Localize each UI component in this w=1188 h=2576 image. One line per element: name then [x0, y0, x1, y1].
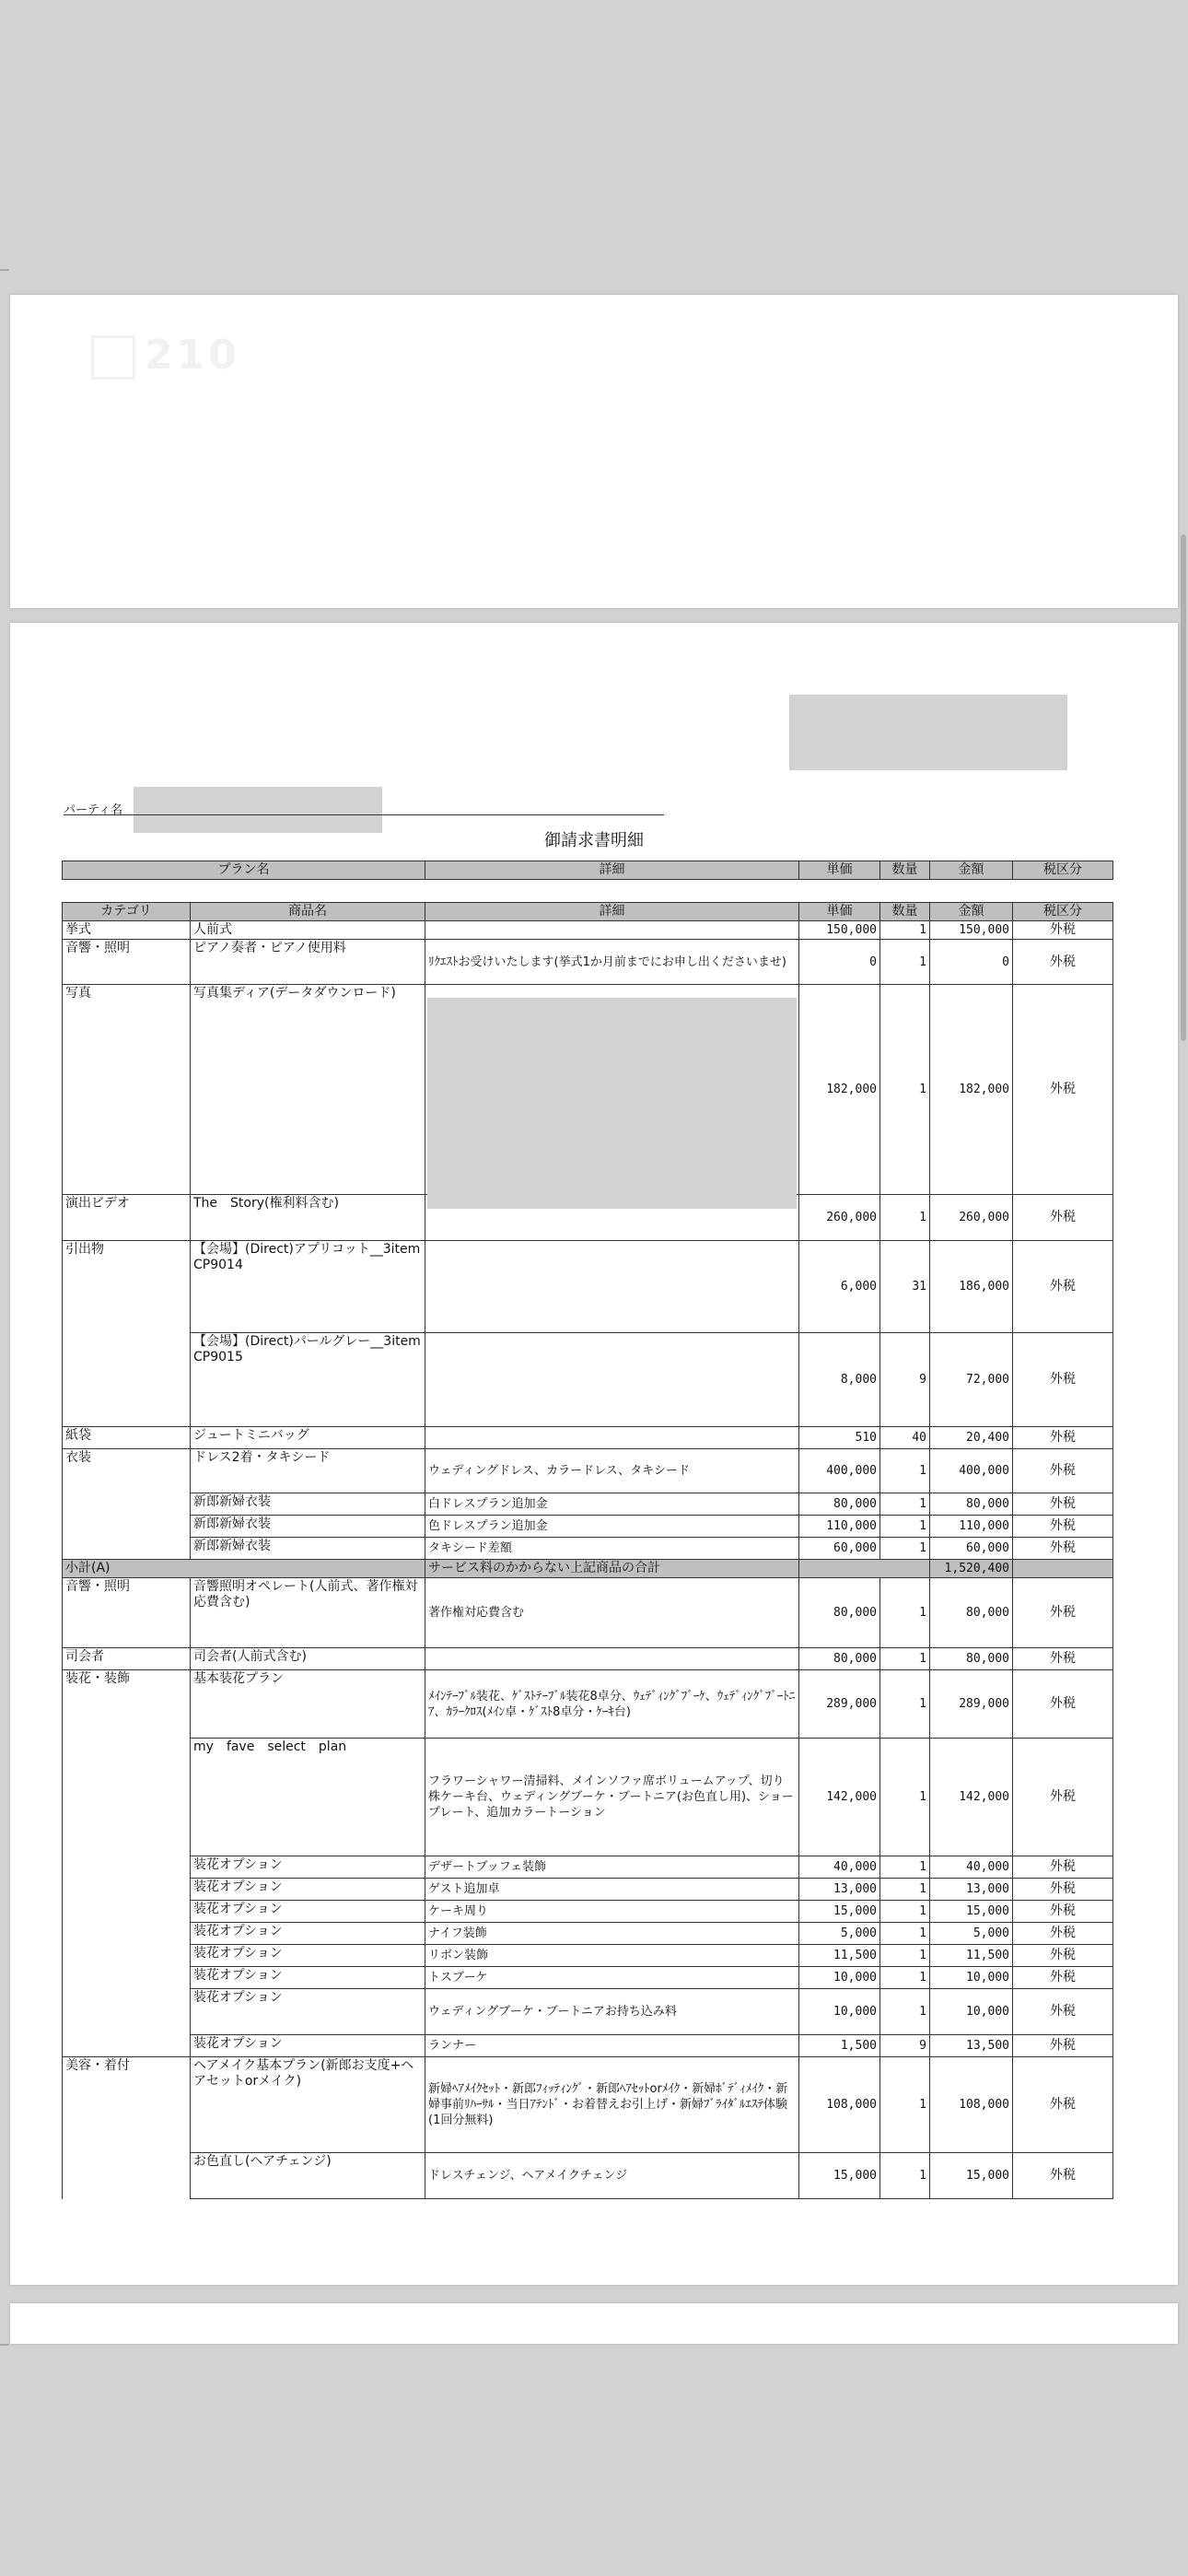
item-name-cell: 基本装花プラン	[191, 1670, 425, 1739]
unit-price-cell: 15,000	[799, 2153, 880, 2199]
detail-cell	[425, 1648, 799, 1670]
amount-cell: 150,000	[930, 921, 1013, 940]
item-name-cell: 新郎新婦衣装	[191, 1493, 425, 1516]
item-name-cell: 人前式	[191, 921, 425, 940]
quantity-cell: 1	[880, 2057, 930, 2153]
redacted-image	[427, 998, 797, 1209]
table-row	[63, 1427, 1113, 1449]
tax-type-cell: 外税	[1013, 2153, 1113, 2199]
detail-cell: ドレスチェンジ、ヘアメイクチェンジ	[425, 2153, 799, 2199]
amount-cell: 15,000	[930, 2153, 1013, 2199]
tax-type-cell: 外税	[1013, 2057, 1113, 2153]
logo	[91, 332, 240, 380]
amount-cell: 260,000	[930, 1195, 1013, 1241]
table-row	[63, 1879, 1113, 1901]
col-header: 金額	[930, 861, 1013, 880]
category-cell: 音響・照明	[63, 940, 191, 985]
tax-type-cell: 外税	[1013, 1333, 1113, 1427]
category-cell	[63, 2035, 191, 2057]
detail-cell: 新婦ﾍｱﾒｲｸｾｯﾄ・新郎ﾌｨｯﾃｨﾝｸﾞ・新郎ﾍｱｾｯﾄorﾒｲｸ・新婦ﾎﾞﾃﾞｨﾒｲｸ・新婦事前ﾘﾊｰｻﾙ・当日ｱﾃﾝﾄﾞ・お着替えお引上げ・新婦ﾌﾞﾗｲﾀﾞﾙｴｽﾃ体験(1回分無料)	[425, 2057, 799, 2153]
table-row	[63, 1670, 1113, 1739]
category-cell	[63, 1901, 191, 1923]
table-row	[63, 1945, 1113, 1967]
tax-type-cell: 外税	[1013, 1989, 1113, 2035]
detail-cell: ウェディングドレス、カラードレス、タキシード	[425, 1449, 799, 1493]
detail-cell: トスブーケ	[425, 1967, 799, 1989]
tax-type-cell: 外税	[1013, 2035, 1113, 2057]
item-name-cell: my fave select plan	[191, 1739, 425, 1856]
viewer-background	[0, 0, 1188, 269]
amount-cell: 60,000	[930, 1538, 1013, 1560]
item-name-cell: 新郎新婦衣装	[191, 1516, 425, 1538]
quantity-cell: 31	[880, 1241, 930, 1333]
quantity-cell: 9	[880, 2035, 930, 2057]
tax-type-cell: 外税	[1013, 1901, 1113, 1923]
quantity-cell: 1	[880, 1989, 930, 2035]
amount-cell: 10,000	[930, 1989, 1013, 2035]
amount-cell: 80,000	[930, 1578, 1013, 1648]
col-header: 数量	[880, 861, 930, 880]
category-cell	[63, 1739, 191, 1856]
category-cell	[63, 1945, 191, 1967]
col-header: 税区分	[1013, 903, 1113, 921]
quantity-cell: 1	[880, 1856, 930, 1879]
table-row	[63, 2057, 1113, 2153]
table-row	[63, 921, 1113, 940]
detail-cell: ﾘｸｴｽﾄお受けいたします(挙式1か月前までにお申し出くださいませ)	[425, 940, 799, 985]
quantity-cell: 1	[880, 921, 930, 940]
unit-price-cell: 10,000	[799, 1967, 880, 1989]
category-cell	[63, 1856, 191, 1879]
quantity-cell: 1	[880, 1538, 930, 1560]
tax-type-cell: 外税	[1013, 1670, 1113, 1739]
item-name-cell: 装花オプション	[191, 1879, 425, 1901]
subtotal-blank	[799, 1560, 930, 1578]
viewer-edge	[0, 269, 9, 271]
unit-price-cell: 150,000	[799, 921, 880, 940]
quantity-cell: 1	[880, 1516, 930, 1538]
party-name-underline	[64, 814, 664, 815]
tax-type-cell: 外税	[1013, 1195, 1113, 1241]
detail-cell: 著作権対応費含む	[425, 1578, 799, 1648]
detail-cell: タキシード差額	[425, 1538, 799, 1560]
item-name-cell: お色直し(ヘアチェンジ)	[191, 2153, 425, 2199]
detail-cell: ケーキ周り	[425, 1901, 799, 1923]
item-name-cell: 装花オプション	[191, 2035, 425, 2057]
unit-price-cell: 142,000	[799, 1739, 880, 1856]
col-header: 数量	[880, 903, 930, 921]
tax-type-cell: 外税	[1013, 1967, 1113, 1989]
quantity-cell: 1	[880, 1578, 930, 1648]
category-cell: 美容・着付	[63, 2057, 191, 2153]
detail-cell	[425, 921, 799, 940]
quantity-cell: 1	[880, 1923, 930, 1945]
amount-cell: 20,400	[930, 1427, 1013, 1449]
table-row	[63, 1516, 1113, 1538]
tax-type-cell: 外税	[1013, 1923, 1113, 1945]
detail-cell: デザートブッフェ装飾	[425, 1856, 799, 1879]
amount-cell: 15,000	[930, 1901, 1013, 1923]
table-row	[63, 1241, 1113, 1333]
amount-cell: 13,500	[930, 2035, 1013, 2057]
detail-cell: ランナー	[425, 2035, 799, 2057]
category-cell: 引出物	[63, 1241, 191, 1333]
page-1	[10, 295, 1178, 608]
category-cell	[63, 1879, 191, 1901]
tax-type-cell: 外税	[1013, 1493, 1113, 1516]
quantity-cell: 1	[880, 1493, 930, 1516]
amount-cell: 80,000	[930, 1493, 1013, 1516]
col-header: 商品名	[191, 903, 425, 921]
unit-price-cell: 510	[799, 1427, 880, 1449]
quantity-cell: 1	[880, 940, 930, 985]
table-row	[63, 1648, 1113, 1670]
tax-type-cell: 外税	[1013, 1856, 1113, 1879]
category-cell: 衣装	[63, 1449, 191, 1493]
unit-price-cell: 182,000	[799, 985, 880, 1195]
viewer-edge	[0, 2344, 9, 2346]
tax-type-cell: 外税	[1013, 1648, 1113, 1670]
unit-price-cell: 11,500	[799, 1945, 880, 1967]
page-3	[10, 2303, 1178, 2344]
detail-table-header	[63, 903, 1113, 921]
unit-price-cell: 6,000	[799, 1241, 880, 1333]
quantity-cell: 1	[880, 1879, 930, 1901]
table-row	[63, 1989, 1113, 2035]
table-row	[63, 1923, 1113, 1945]
item-name-cell: 装花オプション	[191, 1856, 425, 1879]
tax-type-cell: 外税	[1013, 1879, 1113, 1901]
col-header: プラン名	[63, 861, 425, 880]
category-cell	[63, 1538, 191, 1560]
tax-type-cell: 外税	[1013, 1538, 1113, 1560]
detail-cell	[425, 1427, 799, 1449]
item-name-cell: 【会場】(Direct)パールグレー__3item CP9015	[191, 1333, 425, 1427]
category-cell	[63, 2153, 191, 2199]
quantity-cell: 1	[880, 1967, 930, 1989]
table-row	[63, 1856, 1113, 1879]
unit-price-cell: 80,000	[799, 1493, 880, 1516]
plan-table-header	[63, 861, 1113, 880]
table-row	[63, 2153, 1113, 2199]
quantity-cell: 1	[880, 1195, 930, 1241]
plan-table	[62, 861, 1113, 880]
category-cell	[63, 1333, 191, 1427]
unit-price-cell: 13,000	[799, 1879, 880, 1901]
table-row	[63, 1578, 1113, 1648]
amount-cell: 108,000	[930, 2057, 1013, 2153]
logo-text: 210	[145, 332, 240, 379]
category-cell	[63, 1989, 191, 2035]
detail-cell: ﾒｲﾝﾃｰﾌﾞﾙ装花、ｹﾞｽﾄﾃｰﾌﾞﾙ装花8卓分、ｳｪﾃﾞｨﾝｸﾞﾌﾞｰｹ、ｳｪﾃﾞｨﾝｸﾞﾌﾞｰﾄﾆｱ、ｶﾗｰｸﾛｽ(ﾒｲﾝ卓・ｹﾞｽﾄ8卓分・ｹｰｷ台)	[425, 1670, 799, 1739]
category-cell	[63, 1516, 191, 1538]
unit-price-cell: 400,000	[799, 1449, 880, 1493]
detail-cell	[425, 1241, 799, 1333]
subtotal-label: 小計(A)	[63, 1560, 425, 1578]
subtotal-detail: サービス料のかからない上記商品の合計	[425, 1560, 799, 1578]
quantity-cell: 1	[880, 985, 930, 1195]
table-row	[63, 985, 1113, 1195]
quantity-cell: 1	[880, 1901, 930, 1923]
unit-price-cell: 10,000	[799, 1989, 880, 2035]
table-row	[63, 1901, 1113, 1923]
tax-type-cell: 外税	[1013, 1516, 1113, 1538]
item-name-cell: 装花オプション	[191, 1967, 425, 1989]
item-name-cell: ヘアメイク基本プラン(新郎お支度+ヘアセットorメイク)	[191, 2057, 425, 2153]
col-header: 単価	[799, 903, 880, 921]
item-name-cell: 新郎新婦衣装	[191, 1538, 425, 1560]
item-name-cell: ドレス2着・タキシード	[191, 1449, 425, 1493]
amount-cell: 182,000	[930, 985, 1013, 1195]
amount-cell: 0	[930, 940, 1013, 985]
amount-cell: 72,000	[930, 1333, 1013, 1427]
item-name-cell: 【会場】(Direct)アプリコット__3item CP9014	[191, 1241, 425, 1333]
col-header: 詳細	[425, 861, 799, 880]
tax-type-cell: 外税	[1013, 1241, 1113, 1333]
category-cell: 司会者	[63, 1648, 191, 1670]
item-name-cell: ピアノ奏者・ピアノ使用料	[191, 940, 425, 985]
unit-price-cell: 1,500	[799, 2035, 880, 2057]
subtotal-amount: 1,520,400	[930, 1560, 1013, 1578]
table-row	[63, 1493, 1113, 1516]
category-cell	[63, 1967, 191, 1989]
detail-table	[62, 902, 1113, 2199]
quantity-cell: 1	[880, 1739, 930, 1856]
unit-price-cell: 60,000	[799, 1538, 880, 1560]
category-cell	[63, 1493, 191, 1516]
unit-price-cell: 0	[799, 940, 880, 985]
tax-type-cell: 外税	[1013, 921, 1113, 940]
category-cell: 挙式	[63, 921, 191, 940]
item-name-cell: 装花オプション	[191, 1923, 425, 1945]
quantity-cell: 9	[880, 1333, 930, 1427]
unit-price-cell: 108,000	[799, 2057, 880, 2153]
tax-type-cell: 外税	[1013, 985, 1113, 1195]
item-name-cell: 音響照明オペレート(人前式、著作権対応費含む)	[191, 1578, 425, 1648]
tax-type-cell: 外税	[1013, 1739, 1113, 1856]
detail-cell: ウェディングブーケ・ブートニアお持ち込み料	[425, 1989, 799, 2035]
unit-price-cell: 289,000	[799, 1670, 880, 1739]
category-cell: 紙袋	[63, 1427, 191, 1449]
category-cell: 装花・装飾	[63, 1670, 191, 1739]
item-name-cell: 装花オプション	[191, 1901, 425, 1923]
amount-cell: 110,000	[930, 1516, 1013, 1538]
unit-price-cell: 80,000	[799, 1578, 880, 1648]
table-row	[63, 1739, 1113, 1856]
item-name-cell: 写真集ディア(データダウンロード)	[191, 985, 425, 1195]
col-header: 詳細	[425, 903, 799, 921]
col-header: 単価	[799, 861, 880, 880]
unit-price-cell: 40,000	[799, 1856, 880, 1879]
subtotal-blank	[1013, 1560, 1113, 1578]
table-row	[63, 1449, 1113, 1493]
table-row	[63, 940, 1113, 985]
unit-price-cell: 5,000	[799, 1923, 880, 1945]
category-cell: 音響・照明	[63, 1578, 191, 1648]
quantity-cell: 1	[880, 1648, 930, 1670]
scrollbar-thumb[interactable]	[1181, 534, 1186, 1041]
table-row	[63, 1967, 1113, 1989]
amount-cell: 186,000	[930, 1241, 1013, 1333]
amount-cell: 11,500	[930, 1945, 1013, 1967]
category-cell: 演出ビデオ	[63, 1195, 191, 1241]
detail-cell: フラワーシャワー清掃料、メインソファ席ボリュームアップ、切り株ケーキ台、ウェディングブーケ・ブートニア(お色直し用)、ショープレート、追加カラートーション	[425, 1739, 799, 1856]
amount-cell: 400,000	[930, 1449, 1013, 1493]
table-row	[63, 2035, 1113, 2057]
item-name-cell: 装花オプション	[191, 1945, 425, 1967]
detail-cell: ナイフ装飾	[425, 1923, 799, 1945]
amount-cell: 142,000	[930, 1739, 1013, 1856]
detail-cell: リボン装飾	[425, 1945, 799, 1967]
amount-cell: 289,000	[930, 1670, 1013, 1739]
category-cell	[63, 1923, 191, 1945]
detail-cell: 色ドレスプラン追加金	[425, 1516, 799, 1538]
item-name-cell: The Story(権利料含む)	[191, 1195, 425, 1241]
amount-cell: 40,000	[930, 1856, 1013, 1879]
party-name-label: パーティ名	[64, 803, 122, 817]
amount-cell: 10,000	[930, 1967, 1013, 1989]
unit-price-cell: 8,000	[799, 1333, 880, 1427]
tax-type-cell: 外税	[1013, 1427, 1113, 1449]
tax-type-cell: 外税	[1013, 1449, 1113, 1493]
logo-mark-icon	[91, 335, 135, 380]
tax-type-cell: 外税	[1013, 940, 1113, 985]
col-header: 金額	[930, 903, 1013, 921]
page-2	[10, 623, 1178, 2285]
amount-cell: 5,000	[930, 1923, 1013, 1945]
unit-price-cell: 15,000	[799, 1901, 880, 1923]
document-title: 御請求書明細	[544, 831, 644, 850]
item-name-cell: ジュートミニバッグ	[191, 1427, 425, 1449]
item-name-cell: 司会者(人前式含む)	[191, 1648, 425, 1670]
unit-price-cell: 110,000	[799, 1516, 880, 1538]
tax-type-cell: 外税	[1013, 1945, 1113, 1967]
amount-cell: 80,000	[930, 1648, 1013, 1670]
quantity-cell: 1	[880, 1670, 930, 1739]
quantity-cell: 1	[880, 2153, 930, 2199]
detail-cell	[425, 1333, 799, 1427]
detail-cell: ゲスト追加卓	[425, 1879, 799, 1901]
tax-type-cell: 外税	[1013, 1578, 1113, 1648]
detail-cell: 白ドレスプラン追加金	[425, 1493, 799, 1516]
category-cell: 写真	[63, 985, 191, 1195]
item-name-cell: 装花オプション	[191, 1989, 425, 2035]
col-header: カテゴリ	[63, 903, 191, 921]
quantity-cell: 1	[880, 1449, 930, 1493]
detail-cell	[425, 985, 799, 1195]
quantity-cell: 40	[880, 1427, 930, 1449]
quantity-cell: 1	[880, 1945, 930, 1967]
unit-price-cell: 80,000	[799, 1648, 880, 1670]
unit-price-cell: 260,000	[799, 1195, 880, 1241]
redacted-party-name	[134, 787, 382, 833]
subtotal-row	[63, 1560, 1113, 1578]
redacted-block	[789, 695, 1067, 770]
amount-cell: 13,000	[930, 1879, 1013, 1901]
table-row	[63, 1333, 1113, 1427]
col-header: 税区分	[1013, 861, 1113, 880]
table-row	[63, 1538, 1113, 1560]
